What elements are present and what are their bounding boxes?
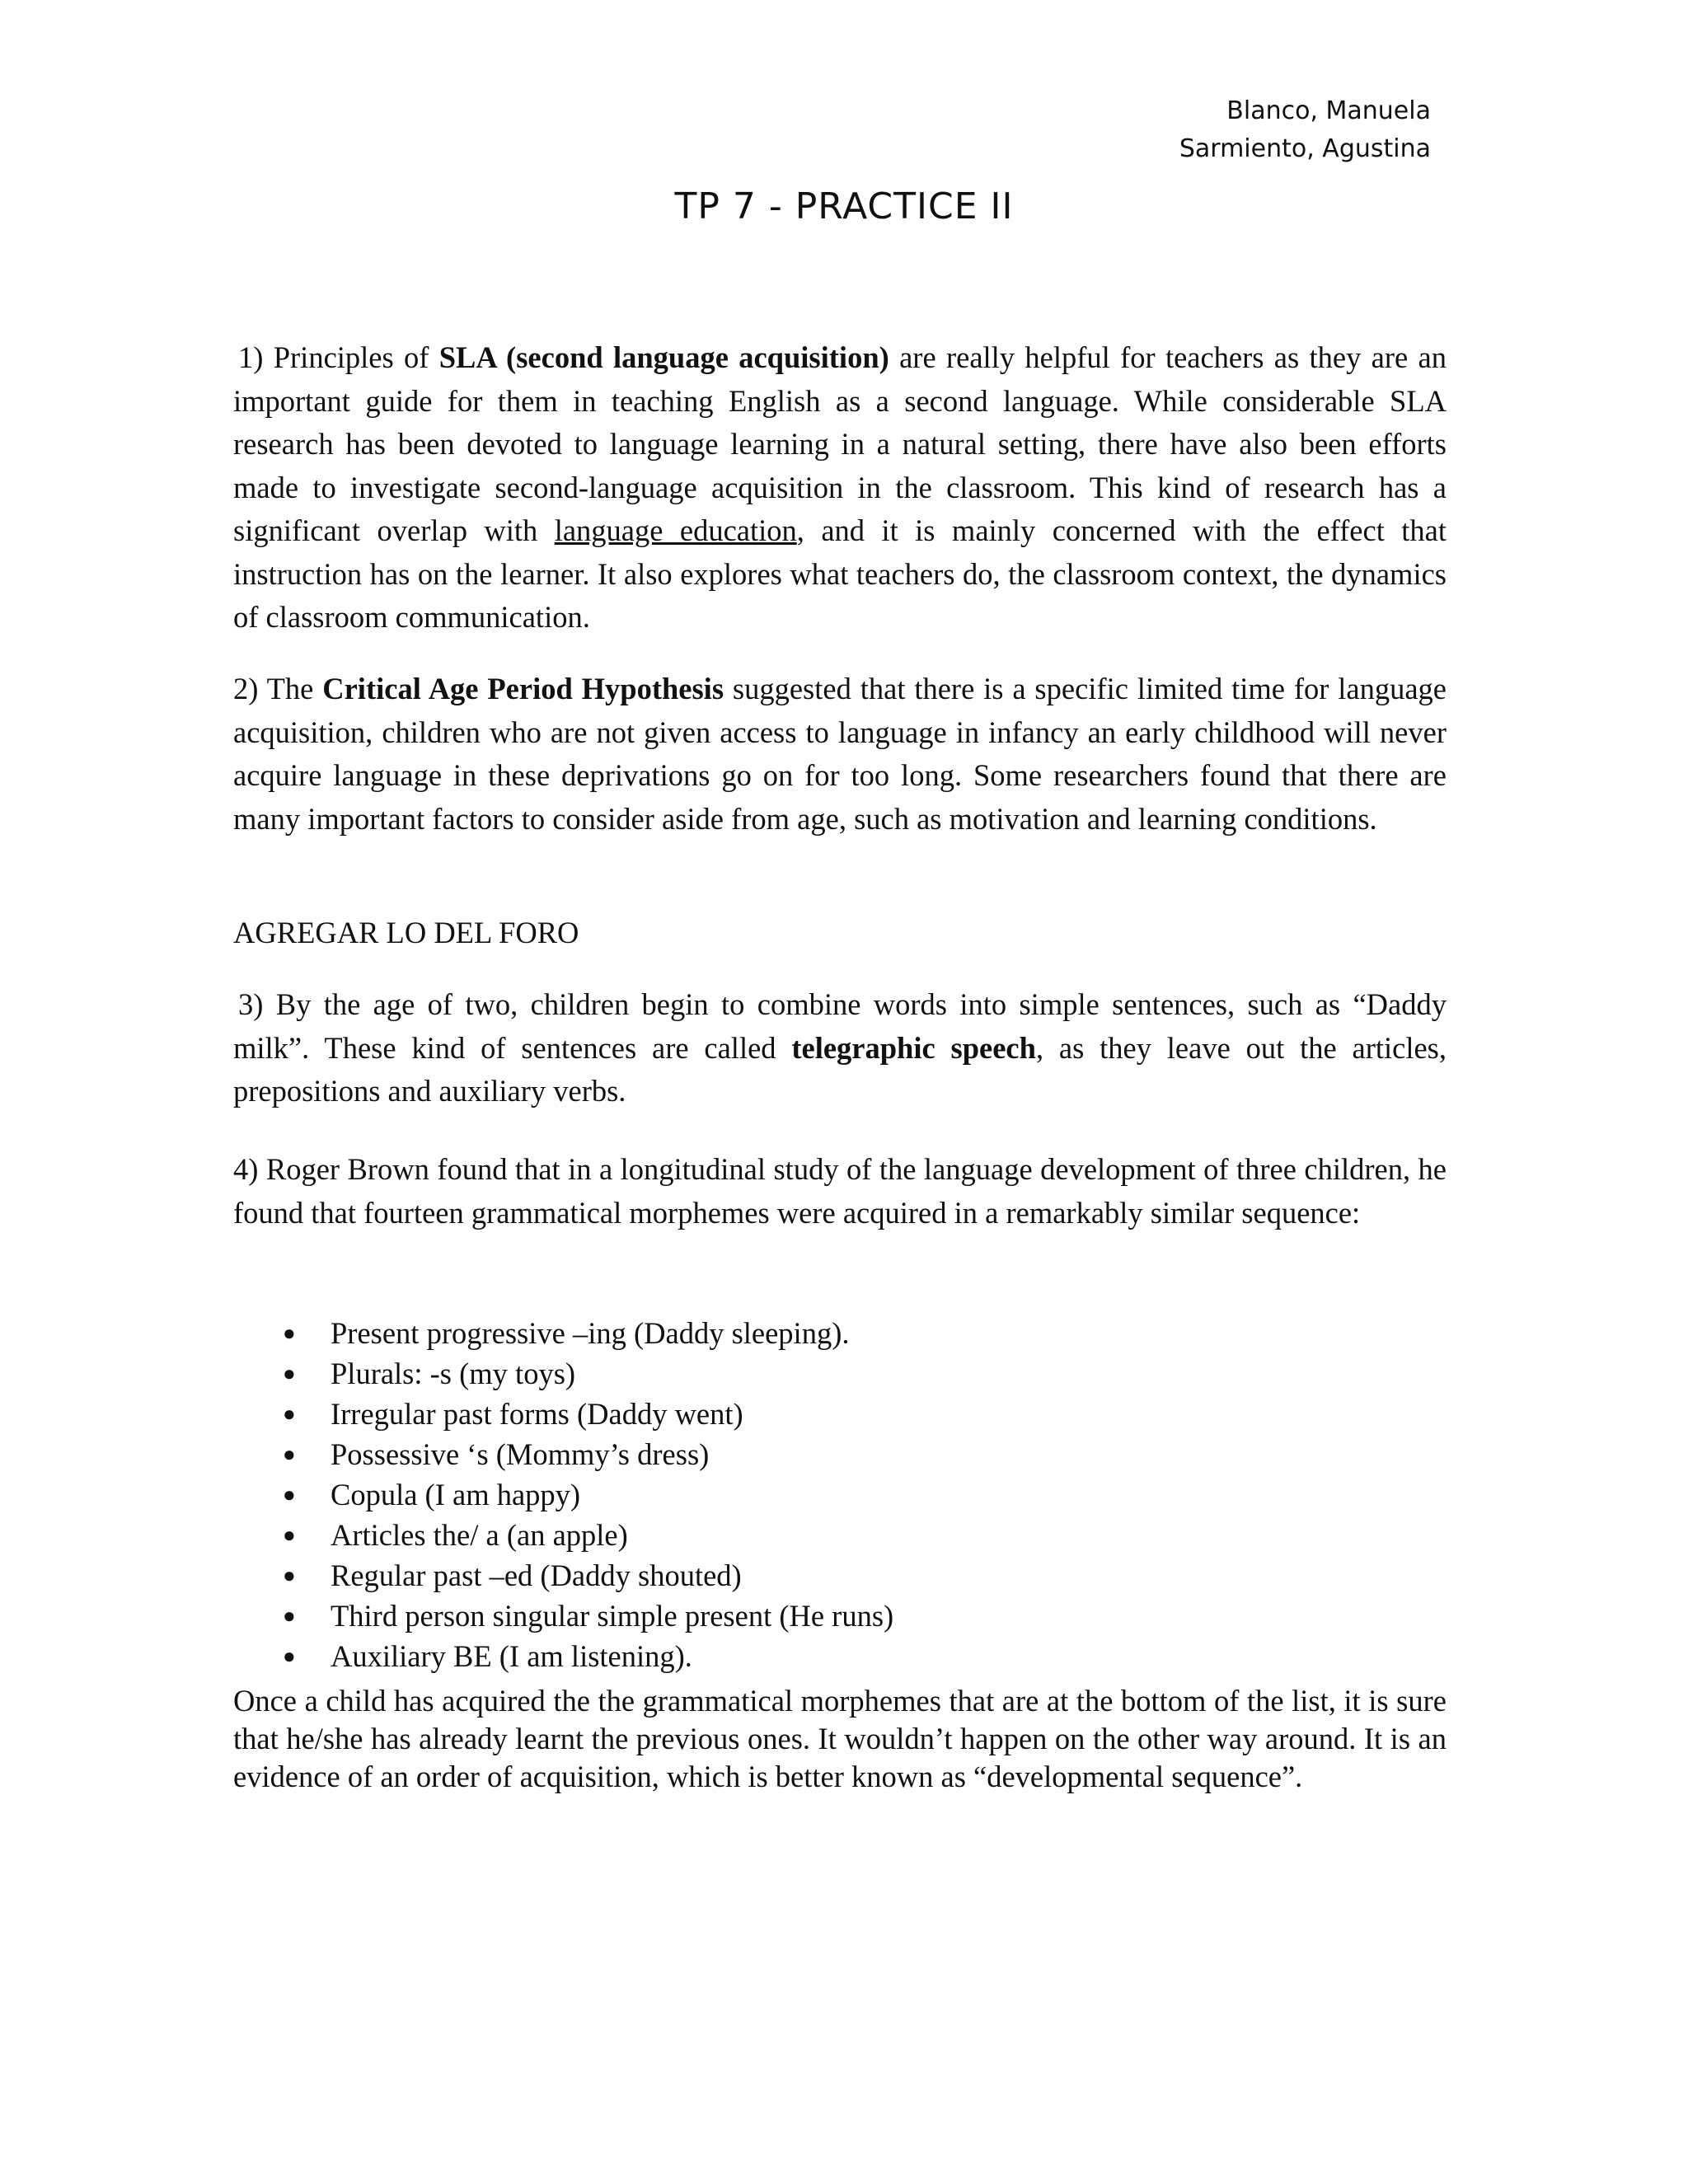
list-item	[233, 1636, 893, 1676]
bullet-icon: ●	[283, 1523, 296, 1547]
paragraph-text: , as they leave out the articles, prepositions and auxiliary verbs.	[233, 1030, 1447, 1108]
list-item-text: Regular past –ed (Daddy shouted)	[331, 1558, 742, 1592]
bullet-icon: ●	[283, 1321, 296, 1345]
list-item-text: Plurals: -s (my toys)	[331, 1357, 576, 1390]
list-item	[233, 1353, 893, 1394]
paragraph-text: suggested that there is a specific limited time for language acquisition, children who are not given access to language in infancy an early childhood will never acquire language in these deprivations go on for too long. Some researchers found that there are many important factors to consider aside from age, such as motivation and learning conditions.	[233, 672, 1447, 836]
paragraph-text: are really helpful for teachers as they are an important guide for them in teaching English as a second language. While considerable SLA research has been devoted to language learning in a natural setting, there have also been efforts made to investigate second-language acquisition in the classroom. This kind of research has a significant overlap with	[233, 340, 1447, 547]
list-item	[233, 1313, 893, 1353]
paragraph-text: , and it is mainly concerned with the effect that instruction has on the learner. It also explores what teachers do, the classroom context, the dynamics of classroom communication.	[233, 513, 1447, 634]
bullet-icon: ●	[283, 1644, 296, 1668]
bold-term-telegraphic: telegraphic speech	[791, 1030, 1036, 1065]
paragraph-3	[233, 983, 1447, 1113]
list-item-text: Present progressive –ing (Daddy sleeping).	[331, 1316, 850, 1350]
bullet-icon: ●	[283, 1563, 296, 1587]
paragraph-2	[233, 668, 1447, 841]
closing-paragraph: Once a child has acquired the the grammatical morphemes that are at the bottom of the list, it is sure that he/she has already learnt the previous ones. It wouldn’t happen on the other way around. It is an evidence of an order of acquisition, which is better known as “developmental sequence”.	[233, 1684, 1447, 1793]
morpheme-list	[233, 1313, 893, 1676]
list-item	[233, 1515, 893, 1555]
author-name: Blanco, Manuela	[1226, 96, 1431, 125]
author-name: Sarmiento, Agustina	[1179, 134, 1431, 163]
bullet-icon: ●	[283, 1604, 296, 1628]
list-item-text: Copula (I am happy)	[331, 1478, 581, 1511]
paragraph-1	[233, 336, 1447, 640]
list-item	[233, 1596, 893, 1636]
bold-term-sla: SLA (second language acquisition)	[438, 340, 889, 374]
bullet-icon: ●	[283, 1402, 296, 1426]
note-line: AGREGAR LO DEL FORO	[233, 916, 579, 949]
list-item	[233, 1434, 893, 1474]
list-item-text: Auxiliary BE (I am listening).	[331, 1639, 692, 1673]
paragraph-4: 4) Roger Brown found that in a longitudinal study of the language development of three children, he found that fourteen grammatical morphemes were acquired in a remarkably similar sequence:	[233, 1152, 1447, 1230]
paragraph-text: 3) By the age of two, children begin to combine words into simple sentences, such as “Daddy milk”. These kind of sentences are called	[233, 987, 1447, 1065]
list-item-text: Irregular past forms (Daddy went)	[331, 1397, 743, 1431]
list-item-text: Articles the/ a (an apple)	[331, 1518, 628, 1552]
list-item-text: Third person singular simple present (He runs)	[331, 1599, 894, 1633]
author-block	[1179, 92, 1431, 168]
bullet-icon: ●	[283, 1361, 296, 1385]
bullet-icon: ●	[283, 1483, 296, 1507]
list-item	[233, 1394, 893, 1434]
list-item	[233, 1474, 893, 1515]
list-item	[233, 1555, 893, 1596]
language-education-link[interactable]: language education	[554, 513, 797, 547]
bullet-icon: ●	[283, 1442, 296, 1466]
paragraph-text: 1) Principles of	[238, 340, 439, 374]
document-title: TP 7 - PRACTICE II	[674, 185, 1014, 227]
list-item-text: Possessive ‘s (Mommy’s dress)	[331, 1437, 710, 1471]
bold-term-critical-age: Critical Age Period Hypothesis	[322, 672, 724, 705]
paragraph-text: 2) The	[233, 672, 323, 705]
